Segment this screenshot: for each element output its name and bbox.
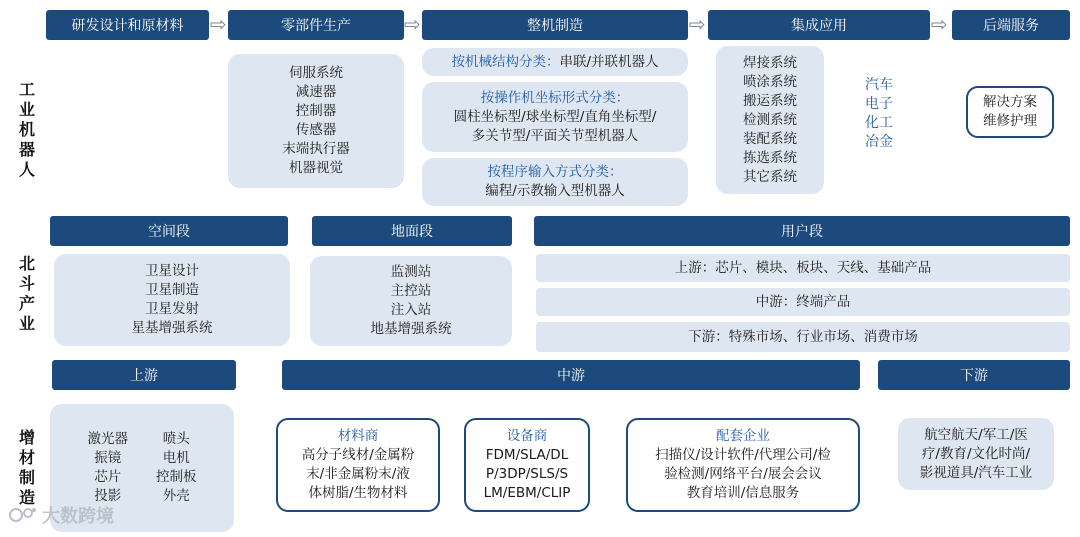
equipment-line: LM/EBM/CLIP [483,485,571,501]
upstream-item: 激光器 [87,431,128,447]
user-downstream-box: 下游：特殊市场、行业市场、消费市场 [536,322,1070,352]
materials-box [276,418,440,512]
header-ground-segment: 地面段 [312,216,512,246]
industries-list [856,76,902,152]
materials-line: 末/非金属粉末/液 [306,466,410,482]
header-upstream: 上游 [52,360,236,390]
arrow-right-icon: ⇨ [931,12,948,36]
system-item: 搬运系统 [743,92,797,109]
classification-title: 按机械结构分类： [451,53,560,70]
components-box [228,54,404,188]
downstream-line: 影视道具/汽车工业 [919,464,1033,481]
downstream-box [898,418,1054,490]
classification-title: 按程序输入方式分类： [487,164,623,180]
header-integration: 集成应用 [708,10,930,40]
classification-text: 圆柱坐标型/球坐标型/直角坐标型/ [453,108,657,125]
system-item: 喷涂系统 [743,73,797,90]
space-segment-box [54,254,290,346]
header-user-segment: 用户段 [534,216,1070,246]
arrow-right-icon: ⇨ [210,12,227,36]
support-line: 验检测/网络平台/展会会议 [664,466,822,482]
upstream-list-right [156,430,197,506]
systems-box [716,46,824,194]
downstream-line: 疗/教育/文化时尚/ [921,445,1031,462]
equipment-box [464,418,590,512]
support-line: 教育培训/信息服务 [686,485,800,501]
equipment-title: 设备商 [506,428,548,444]
classification-text: 编程/示教输入型机器人 [485,183,625,199]
ground-item: 监测站 [390,264,432,280]
component-item: 末端执行器 [282,141,350,157]
header-space-segment: 空间段 [50,216,288,246]
space-item: 星基增强系统 [131,320,213,336]
service-item: 维修护理 [983,113,1037,129]
classification-program [422,158,688,206]
arrow-right-icon: ⇨ [689,12,706,36]
classification-coordinate [422,82,688,152]
robot-section-label: 工业机器人 [18,80,35,179]
space-item: 卫星设计 [145,263,199,279]
watermark-logo-icon [8,504,38,526]
equipment-line: P/3DP/SLS/S [485,466,569,482]
upstream-item: 芯片 [94,469,122,485]
watermark-text: 大数跨境 [42,506,114,527]
materials-line: 体树脂/生物材料 [308,485,408,501]
downstream-line: 航空航天/军工/医 [924,426,1028,443]
component-item: 机器视觉 [289,160,343,176]
header-assembly: 整机制造 [422,10,688,40]
upstream-item: 外壳 [162,488,190,504]
system-item: 拣选系统 [743,149,797,166]
classification-mechanical [422,48,688,76]
beidou-section-label: 北斗产业 [18,254,35,333]
additive-section-label: 增材制造 [18,428,35,507]
classification-text: 多关节型/平面关节型机器人 [471,127,639,144]
user-midstream-box: 中游：终端产品 [536,288,1070,316]
classification-title: 按操作机坐标形式分类： [480,89,630,106]
classification-text: 串联/并联机器人 [559,53,659,70]
header-components: 零部件生产 [228,10,404,40]
industry-item: 化工 [865,115,893,131]
upstream-item: 喷头 [162,431,190,447]
equipment-line: FDM/SLA/DL [485,447,569,463]
industry-item: 电子 [865,96,893,112]
support-box [626,418,860,512]
ground-segment-box [310,256,512,346]
services-box [966,86,1054,138]
materials-title: 材料商 [337,428,379,444]
header-after-service: 后端服务 [952,10,1070,40]
component-item: 传感器 [295,122,337,138]
industry-item: 冶金 [865,134,893,150]
upstream-list-left [88,430,129,506]
space-item: 卫星发射 [145,301,199,317]
component-item: 伺服系统 [289,65,343,81]
user-upstream-box: 上游：芯片、模块、板块、天线、基础产品 [536,254,1070,282]
system-item: 其它系统 [743,168,797,185]
header-midstream: 中游 [282,360,860,390]
system-item: 焊接系统 [743,54,797,71]
industry-item: 汽车 [865,77,893,93]
watermark [8,502,114,528]
component-item: 减速器 [295,84,337,100]
materials-line: 高分子线材/金属粉 [301,447,415,463]
arrow-right-icon: ⇨ [404,12,421,36]
upstream-item: 控制板 [156,469,197,485]
service-item: 解决方案 [983,94,1037,110]
support-line: 扫描仪/设计软件/代理公司/检 [655,447,831,463]
upstream-item: 投影 [94,488,122,504]
ground-item: 注入站 [390,302,432,318]
ground-item: 地基增强系统 [370,321,452,337]
header-downstream: 下游 [878,360,1070,390]
support-title: 配套企业 [716,428,770,444]
component-item: 控制器 [295,103,337,119]
upstream-item: 振镜 [94,450,122,466]
ground-item: 主控站 [390,283,432,299]
space-item: 卫星制造 [145,282,199,298]
upstream-item: 电机 [162,450,190,466]
header-rd-materials: 研发设计和原材料 [46,10,209,40]
system-item: 装配系统 [743,130,797,147]
system-item: 检测系统 [743,111,797,128]
